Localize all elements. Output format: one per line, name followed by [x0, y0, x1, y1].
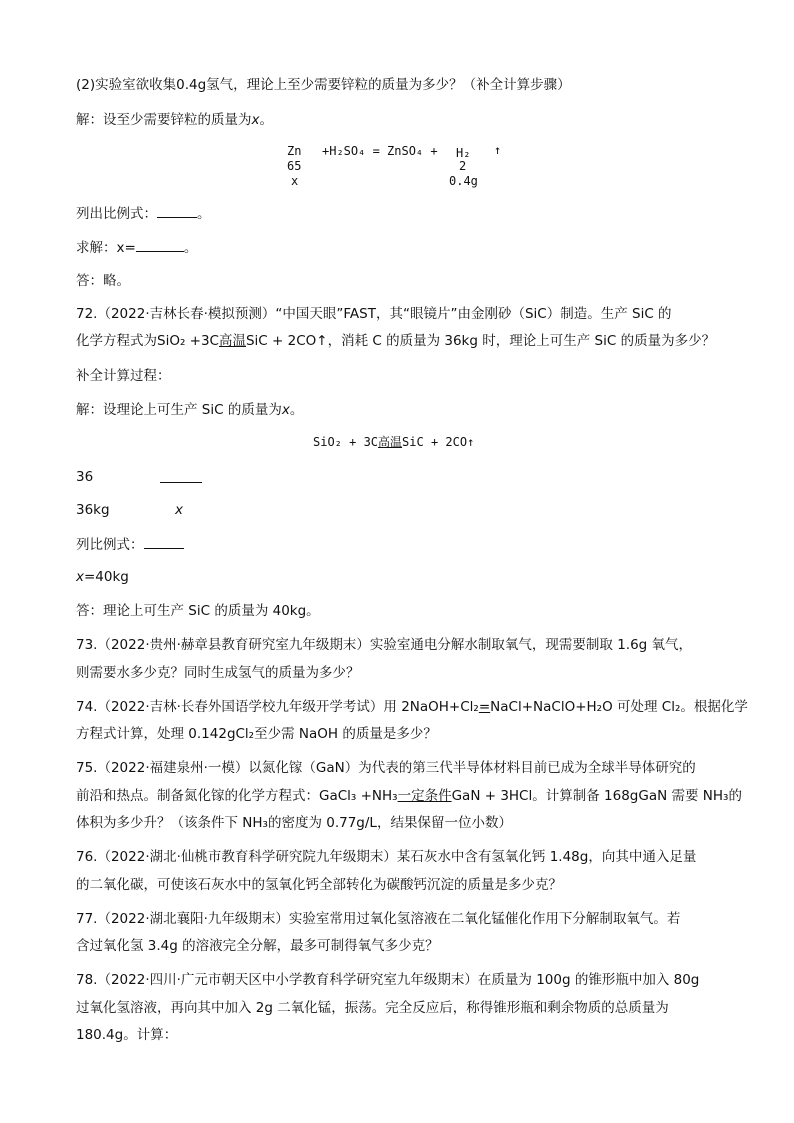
- q2-solve-blank[interactable]: [136, 238, 184, 252]
- q73-line1: 73.（2022·贵州·赫章县教育研究室九年级期末）实验室通电分解水制取氧气，现需要制取 1.6g 氧气，: [76, 637, 693, 653]
- q78-line1: 78.（2022·四川·广元市朝天区中小学教育科学研究室九年级期末）在质量为 100g 的锥形瓶中加入 80g: [76, 972, 700, 988]
- q77-line1: 77.（2022·湖北襄阳·九年级期末）实验室常用过氧化氢溶液在二氧化锰催化作用下分解制取氧气。若: [76, 911, 681, 927]
- q2-h2-mass: 2: [459, 159, 467, 173]
- q2-eq-h2so4: +H₂SO₄ = ZnSO₄ +: [322, 144, 438, 158]
- q77-line2: 含过氧化氢 3.4g 的溶液完全分解，最多可制得氧气多少克？: [76, 938, 439, 954]
- q2-solve-line: [76, 111, 273, 129]
- q74-line1: [76, 698, 748, 716]
- q2-eq-zn: Zn: [287, 144, 302, 158]
- q72-r2-a: 36kg: [76, 502, 110, 518]
- q2-solve-prefix: 解：设至少需要锌粒的质量为: [76, 112, 252, 128]
- q2-solve-end: 。: [259, 112, 273, 128]
- q2-eq-h2: H₂: [456, 146, 471, 160]
- q72-line3: 补全计算过程：: [76, 368, 171, 384]
- q72-eq-a: SiO₂ + 3C: [313, 435, 379, 449]
- q72-ratio-row2: [76, 501, 110, 519]
- q72-line2-a: 化学方程式为SiO₂ +3C: [76, 333, 219, 349]
- q2-eq-arrow: ↑: [494, 143, 502, 157]
- q2-x-label: x: [291, 174, 299, 188]
- q72-line2-b: SiC + 2CO↑，消耗 C 的质量为 36kg 时，理论上可生产 SiC 的质量为多少？: [245, 333, 716, 349]
- q72-result: [76, 568, 129, 586]
- q75-line2-a: 前沿和热点。制备氮化镓的化学方程式：GaCl₃ +NH₃: [76, 788, 398, 804]
- q72-line1: 72.（2022·吉林长春·模拟预测）“中国天眼”FAST，其“眼镜片”由金刚砂（SiC）制造。生产 SiC 的: [76, 306, 672, 322]
- q72-r2-x: x: [175, 502, 183, 518]
- q72-r1-a: 36: [76, 469, 94, 485]
- q72-answer: 答：理论上可生产 SiC 的质量为 40kg。: [76, 603, 320, 619]
- q72-line4-a: 解：设理论上可生产 SiC 的质量为: [76, 402, 282, 418]
- q2-solve-result-line: [76, 238, 197, 257]
- q72-ratio-line: [76, 535, 184, 554]
- q76-line1: 76.（2022·湖北·仙桃市教育科学研究院九年级期末）某石灰水中含有氢氧化钙 1.48g，向其中通入足量: [76, 849, 697, 865]
- q74-eq-sign: =: [478, 699, 491, 715]
- q74-line1-b: NaCl+NaClO+H₂O 可处理 Cl₂。根据化学: [490, 699, 748, 715]
- q76-line2: 的二氧化碳，可使该石灰水中的氢氧化钙全部转化为碳酸钙沉淀的质量是多少克？: [76, 877, 562, 893]
- q72-condition: 高温: [218, 333, 246, 349]
- q72-eq-b: SiC + 2CO↑: [402, 435, 475, 449]
- q74-line2: 方程式计算，处理 0.142gCl₂至少需 NaOH 的质量是多少？: [76, 726, 437, 742]
- q73-line2: 则需要水多少克？同时生成氢气的质量为多少？: [76, 665, 360, 681]
- q2-ratio-end: 。: [197, 206, 211, 222]
- q72-line4-b: 。: [289, 402, 304, 418]
- q74-line1-a: 74.（2022·吉林·长春外国语学校九年级开学考试）用 2NaOH+Cl₂: [76, 699, 479, 715]
- q72-ratio-row1: [76, 468, 93, 486]
- q72-ratio-label: 列比例式：: [76, 537, 144, 553]
- q2-var-x: x: [251, 112, 260, 128]
- q2-question: (2)实验室欲收集0.4g氢气，理论上至少需要锌粒的质量为多少？（补全计算步骤）: [76, 77, 571, 93]
- q72-result-val: =40kg: [84, 569, 129, 585]
- q2-zn-mass: 65: [287, 159, 302, 173]
- q2-solve-label: 求解：x=: [76, 240, 136, 256]
- q2-answer: 答：略。: [76, 273, 130, 289]
- q72-line4: [76, 401, 303, 419]
- q75-condition: 一定条件: [397, 788, 452, 804]
- q72-r1-blank[interactable]: [160, 469, 202, 483]
- q2-solve-label-end: 。: [183, 240, 198, 256]
- q75-line3: 体积为多少升？（该条件下 NH₃的密度为 0.77g/L，结果保留一位小数）: [76, 815, 512, 831]
- q72-result-x: x: [76, 569, 84, 585]
- q72-ratio-blank[interactable]: [144, 535, 184, 549]
- q2-h2-given: 0.4g: [449, 174, 478, 188]
- q72-equation: [313, 434, 474, 450]
- q2-ratio-line: [76, 204, 211, 223]
- q78-line2: 过氧化氢溶液，再向其中加入 2g 二氧化锰，振荡。完全反应后，称得锥形瓶和剩余物质的总质量为: [76, 1000, 669, 1016]
- q2-ratio-blank[interactable]: [157, 204, 197, 218]
- q78-line3: 180.4g。计算：: [76, 1027, 178, 1043]
- q75-line2-b: GaN + 3HCl。计算制备 168gGaN 需要 NH₃的: [451, 788, 742, 804]
- q75-line2: [76, 787, 742, 805]
- q72-line4-x: x: [281, 402, 290, 418]
- q75-line1: 75.（2022·福建泉州·一模）以氮化镓（GaN）为代表的第三代半导体材料目前已成为全球半导体研究的: [76, 760, 696, 776]
- q72-line2: [76, 332, 715, 350]
- q2-ratio-label: 列出比例式：: [76, 206, 157, 222]
- q72-eq-cond: 高温: [378, 435, 403, 449]
